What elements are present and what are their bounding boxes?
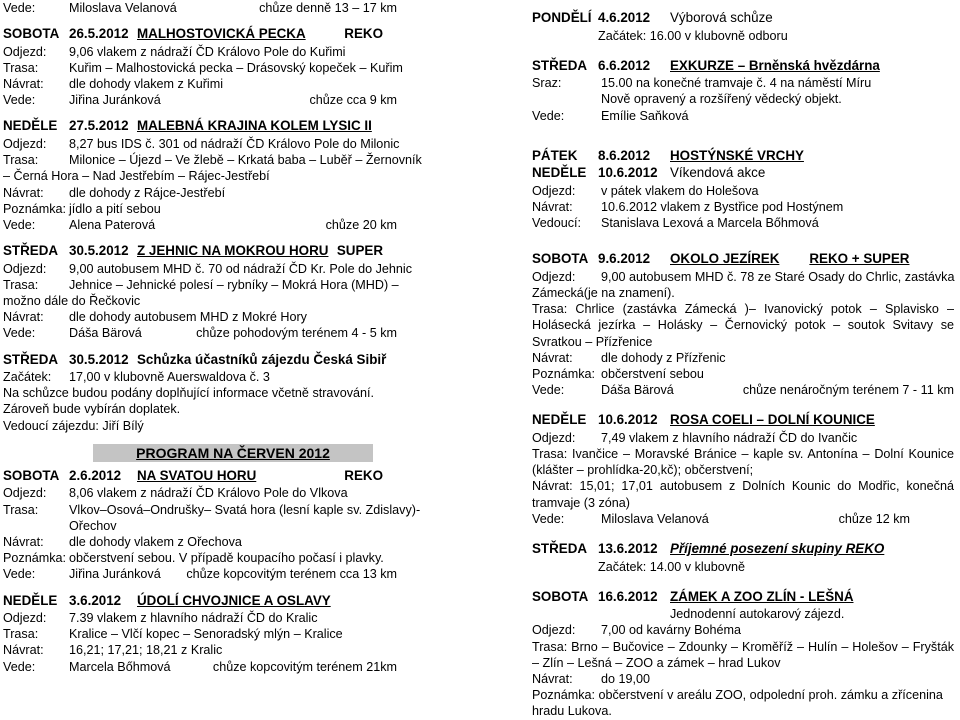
event-row <box>532 215 960 231</box>
event-row <box>3 566 403 582</box>
row-label: Návrat: <box>3 643 44 658</box>
event-row <box>3 277 403 293</box>
row-value: Jiřina Juránková <box>69 93 161 108</box>
event-day: NEDĚLE <box>532 412 587 428</box>
row-right: chůze 12 km <box>838 511 910 526</box>
event-row <box>532 350 960 366</box>
row-value: Miloslava Velanová <box>69 1 177 15</box>
row-right: chůze 20 km <box>325 217 397 232</box>
event-heading <box>3 26 403 44</box>
row-value: Dáša Bärová <box>69 326 142 341</box>
event-title: Víkendová akce <box>670 165 766 181</box>
row-right: chůze denně 13 – 17 km <box>259 1 397 15</box>
row-label: Odjezd: <box>532 269 576 284</box>
row-label: Poznámka: <box>3 201 66 216</box>
event-row <box>532 382 960 398</box>
row-value: 7.39 vlakem z hlavního nádraží ČD do Kralic <box>69 611 318 626</box>
row-label: Návrat: <box>3 535 44 550</box>
row-value: dle dohody vlakem z Ořechova <box>69 535 242 550</box>
event-row <box>3 502 421 518</box>
banner-container <box>63 444 403 462</box>
event-date: 16.6.2012 <box>598 588 658 604</box>
row-value: v pátek vlakem do Holešova <box>601 183 759 198</box>
event-row <box>532 183 960 199</box>
event-return: Návrat: 15,01; 17,01 autobusem z Dolních Kounic do Modřic, konečná tramvaje (3 zóna) <box>532 479 954 510</box>
event-row <box>532 511 960 527</box>
event-route: Trasa: Chrlice (zastávka Zámecká )– Ivanovický potok – Splavisko – Holásecká jezírka – Holásky – Černovický potok – soutok Svitavy se Svratkou – Přízřenice <box>532 302 954 349</box>
event-title: OKOLO JEZÍREK <box>670 251 780 267</box>
row-label: Odjezd: <box>3 44 47 59</box>
row-value: Ořechov <box>69 518 117 533</box>
event-heading <box>3 593 403 611</box>
event-title: Výborová schůze <box>670 10 773 25</box>
row-value: Jehnice – Jehnické polesí – rybníky – Mokrá Hora (MHD) – <box>69 277 399 292</box>
event-row <box>532 430 960 446</box>
event-row <box>532 75 960 91</box>
row-label: Vede: <box>532 511 565 526</box>
event-day: NEDĚLE <box>3 118 58 134</box>
row-value: 8,27 bus IDS č. 301 od nádraží ČD Královo Pole do Milonic <box>69 136 400 151</box>
event-row <box>3 309 403 325</box>
event-row <box>3 534 403 550</box>
event-row <box>532 622 960 638</box>
event-title: HOSTÝNSKÉ VRCHY <box>670 147 804 163</box>
row-value: občerstvení sebou <box>601 366 704 381</box>
event-row <box>532 108 960 124</box>
row-label: Odjezd: <box>532 183 576 198</box>
event-row <box>3 325 403 341</box>
event-title: Schůzka účastníků zájezdu Česká Sibiř <box>137 351 387 367</box>
row-value: Stanislava Lexová a Marcela Bőhmová <box>601 216 819 231</box>
event-date: 30.5.2012 <box>69 351 129 367</box>
row-value: Vlkov–Osová–Ondrušky– Svatá hora (lesní kaple sv. Zdislavy)- <box>69 502 421 517</box>
row-right: chůze pohodovým terénem 4 - 5 km <box>196 326 397 341</box>
event-note: Nově opravený a rozšířený vědecký objekt. <box>601 92 842 107</box>
row-value: 9,06 vlakem z nádraží ČD Královo Pole do Kuřimi <box>69 44 346 59</box>
event-row <box>3 626 403 642</box>
event-heading <box>532 10 960 28</box>
event-heading <box>3 468 403 486</box>
event-date: 10.6.2012 <box>598 412 658 428</box>
row-label: Vede: <box>3 217 36 232</box>
event-title: MALHOSTOVICKÁ PECKA <box>137 26 306 42</box>
row-label: Poznámka: <box>3 551 66 566</box>
row-label: Návrat: <box>532 672 573 687</box>
row-value: dle dohody vlakem z Kuřimi <box>69 77 223 92</box>
event-row <box>3 136 403 152</box>
row-label: Vede: <box>532 383 565 398</box>
event-title: Z JEHNIC NA MOKROU HORU <box>137 243 329 259</box>
row-label: Trasa: <box>3 60 39 75</box>
event-row <box>3 642 403 658</box>
event-row <box>3 76 403 92</box>
event-row <box>3 185 403 201</box>
event-date: 8.6.2012 <box>598 147 651 163</box>
row-label: Vede: <box>3 567 36 582</box>
row-value: do 19,00 <box>601 672 651 687</box>
event-day: SOBOTA <box>532 251 589 267</box>
event-row <box>532 671 960 687</box>
row-label: Odjezd: <box>3 611 47 626</box>
event-heading <box>532 589 960 607</box>
right-column <box>532 0 960 720</box>
event-row <box>3 485 403 501</box>
event-day: PONDĚLÍ <box>532 10 592 25</box>
row-value: jídlo a pití sebou <box>69 201 161 216</box>
event-row <box>3 168 403 184</box>
row-value: 8,06 vlakem z nádraží ČD Královo Pole do Vlkova <box>69 486 348 501</box>
row-value: Marcela Bőhmová <box>69 659 171 674</box>
row-label: Začátek: <box>3 370 52 384</box>
event-route: Trasa: Ivančice – Moravské Bránice – kaple sv. Antonína – Dolní Kounice (klášter – prohlídka-20,kč); občerstvení; <box>532 447 954 478</box>
row-value: 10.6.2012 vlakem z Bystřice pod Hostýnem <box>601 199 844 214</box>
row-value: 9,00 autobusem MHD č. 78 ze Staré Osady do Chrlic, zastávka <box>601 269 955 284</box>
row-right: chůze nenáročným terénem 7 - 11 km <box>742 383 954 398</box>
event-title: ROSA COELI – DOLNÍ KOUNICE <box>670 412 875 428</box>
event-row <box>3 60 403 76</box>
row-label: Odjezd: <box>532 430 576 445</box>
event-day: PÁTEK <box>532 147 578 163</box>
event-start: Začátek: 16.00 v klubovně odboru <box>598 28 788 43</box>
event-route: Trasa: Brno – Bučovice – Zdounky – Kroměříž – Hulín – Holešov – Fryšták – Zlín – Lešná – ZOO a zámek – hrad Lukov <box>532 639 954 670</box>
row-label: Návrat: <box>532 199 573 214</box>
event-date: 27.5.2012 <box>69 118 129 134</box>
event-day: STŘEDA <box>3 351 59 367</box>
event-row <box>3 152 422 168</box>
row-value: Dáša Bärová <box>601 383 674 398</box>
event-heading <box>3 243 403 261</box>
event-title: Příjemné posezení skupiny REKO <box>670 541 885 557</box>
row-label: Vedoucí: <box>532 216 582 231</box>
row-label: Návrat: <box>532 350 573 365</box>
row-label: Vede: <box>3 326 36 341</box>
event-day: SOBOTA <box>532 588 589 604</box>
event-day: SOBOTA <box>3 467 60 483</box>
event-row <box>3 261 413 277</box>
event-heading <box>532 541 960 559</box>
row-value: 17,00 v klubovně Auerswaldova č. 3 <box>69 370 270 384</box>
event-row <box>3 44 403 60</box>
row-value: 7,00 od kavárny Bohéma <box>601 623 742 638</box>
event-date: 2.6.2012 <box>69 467 122 483</box>
event-heading <box>532 412 960 430</box>
event-title: MALEBNÁ KRAJINA KOLEM LYSIC II <box>137 118 372 134</box>
event-date: 30.5.2012 <box>69 243 129 259</box>
row-right: chůze cca 9 km <box>309 93 397 108</box>
event-row <box>3 217 403 233</box>
row-value: 7,49 vlakem z hlavního nádraží ČD do Ivančic <box>601 430 858 445</box>
event-row <box>532 366 960 382</box>
row-label: Odjezd: <box>3 486 47 501</box>
event-start: Začátek: 14.00 v klubovně <box>598 559 746 574</box>
event-day: STŘEDA <box>532 57 588 73</box>
row-value: dle dohody z Rájce-Jestřebí <box>69 185 226 200</box>
event-tag: SUPER <box>336 243 383 259</box>
event-row <box>3 518 403 534</box>
event-day: SOBOTA <box>3 26 60 42</box>
row-value: 16,21; 17,21; 18,21 z Kralic <box>69 643 223 658</box>
event-day: NEDĚLE <box>532 165 587 181</box>
event-subtitle: Jednodenní autokarový zájezd. <box>670 607 845 622</box>
row-value: Miloslava Velanová <box>601 511 709 526</box>
event-heading-secondary <box>532 165 960 183</box>
row-label: Vede: <box>3 93 36 108</box>
event-tag: REKO <box>344 467 383 483</box>
row-label: Odjezd: <box>3 136 47 151</box>
event-date: 4.6.2012 <box>598 10 651 25</box>
event-heading <box>532 148 960 166</box>
event-row <box>3 369 403 385</box>
event-date: 3.6.2012 <box>69 592 122 608</box>
row-right: chůze kopcovitým terénem cca 13 km <box>186 567 397 582</box>
row-right: chůze kopcovitým terénem 21km <box>212 659 397 674</box>
event-date: 10.6.2012 <box>598 165 658 181</box>
event-row <box>532 269 960 285</box>
event-tag: REKO + SUPER <box>809 251 910 267</box>
event-row <box>3 92 403 108</box>
event-note: Na schůzce budou podány doplňující informace včetně stravování. Zároveň bude vybírán doplatek. <box>3 386 375 417</box>
row-value: 9,00 autobusem MHD č. 70 od nádraží ČD Kr. Pole do Jehnic <box>69 261 413 276</box>
program-banner: PROGRAM NA ČERVEN 2012 <box>93 444 373 462</box>
event-row: Zámecká(je na znamení). <box>532 286 675 300</box>
row-value: Milonice – Újezd – Ve žlebě – Krkatá baba – Luběř – Žernovník <box>69 153 422 168</box>
event-leader: Vedoucí zájezdu: Jiří Bílý <box>3 418 144 433</box>
event-heading <box>532 58 960 76</box>
event-note: Poznámka: občerstvení v areálu ZOO, odpolední proh. zámku a zřícenina hradu Lukova. <box>532 688 943 719</box>
row-label: Vede: <box>532 108 565 123</box>
event-day: STŘEDA <box>532 541 588 557</box>
event-title: ÚDOLÍ CHVOJNICE A OSLAVY <box>137 592 331 608</box>
event-day: STŘEDA <box>3 243 59 259</box>
event-tag: REKO <box>344 26 383 42</box>
row-value: Alena Paterová <box>69 217 156 232</box>
row-label: Trasa: <box>3 277 39 292</box>
row-label: Trasa: <box>3 502 39 517</box>
event-heading <box>3 118 403 136</box>
row-label: Vede: <box>3 659 36 674</box>
event-title: NA SVATOU HORU <box>137 467 257 483</box>
row-label: Trasa: <box>3 627 39 642</box>
row-value: dle dohody autobusem MHD z Mokré Hory <box>69 310 307 325</box>
row-label: Odjezd: <box>3 261 47 276</box>
row-label: Návrat: <box>3 185 44 200</box>
row-value: dle dohody z Přízřenic <box>601 350 726 365</box>
row-value: Kralice – Vlčí kopec – Senoradský mlýn – Kralice <box>69 627 343 642</box>
event-row <box>3 201 403 217</box>
event-date: 6.6.2012 <box>598 57 651 73</box>
row-label: Návrat: <box>3 310 44 325</box>
left-column <box>3 0 422 675</box>
event-row <box>3 659 403 675</box>
event-title: EXKURZE – Brněnská hvězdárna <box>670 57 880 73</box>
event-heading <box>532 251 960 269</box>
row-value: občerstvení sebou. V případě koupacího počasí i plavky. <box>69 551 384 566</box>
row-value: – Černá Hora – Nad Jestřebím – Rájec-Jestřebí <box>3 169 270 184</box>
row-value: Kuřim – Malhostovická pecka – Drásovský kopeček – Kuřim <box>69 60 403 75</box>
row-label: Sraz: <box>532 76 562 91</box>
prev-vede-row <box>3 0 403 16</box>
event-date: 9.6.2012 <box>598 251 651 267</box>
row-label: Poznámka: <box>532 366 595 381</box>
event-row <box>3 293 403 309</box>
row-value: Jiřina Juránková <box>69 567 161 582</box>
event-row <box>3 550 403 566</box>
event-day: NEDĚLE <box>3 592 58 608</box>
row-label: Trasa: <box>3 153 39 168</box>
event-date: 13.6.2012 <box>598 541 658 557</box>
row-value: možno dále do Řečkovic <box>3 293 141 308</box>
event-title: ZÁMEK A ZOO ZLÍN - LEŠNÁ <box>670 588 854 604</box>
event-row <box>3 610 403 626</box>
event-heading <box>3 352 403 370</box>
event-row <box>532 199 960 215</box>
row-label: Návrat: <box>3 77 44 92</box>
row-value: Emílie Saňková <box>601 108 689 123</box>
event-date: 26.5.2012 <box>69 26 129 42</box>
row-label: Odjezd: <box>532 623 576 638</box>
row-label: Vede: <box>3 1 36 15</box>
row-value: 15.00 na konečné tramvaje č. 4 na náměstí Míru <box>601 76 872 91</box>
